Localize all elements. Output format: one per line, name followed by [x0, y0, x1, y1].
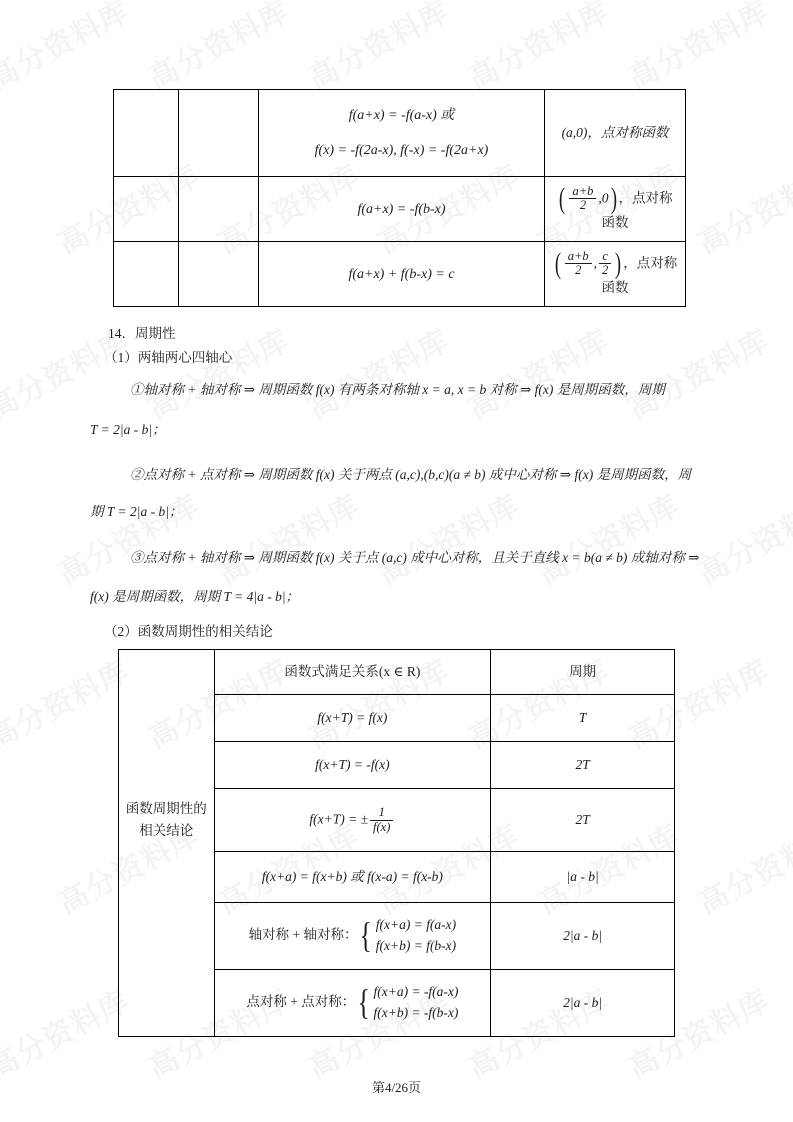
- left-paren: (: [554, 247, 561, 281]
- symmetry-formula-cell: [259, 90, 545, 177]
- period-rowlabel-spacer: [119, 742, 215, 789]
- period-relation-cell: [214, 695, 491, 742]
- fraction-numerator: a+b: [569, 185, 596, 200]
- period-relation-text: f(x+T) = -f(x): [315, 756, 390, 772]
- period-header-period: 周期: [491, 650, 675, 695]
- period-relation-label: 轴对称 + 轴对称：: [248, 927, 358, 943]
- symmetry-formula-line1: f(a+x) + f(b-x) = c: [348, 266, 455, 282]
- symmetry-blank-cell-a: [114, 177, 179, 242]
- period-relation-cell: [214, 742, 491, 789]
- periodicity-table: [118, 649, 675, 1037]
- table-row: [119, 789, 675, 852]
- period-row-label: [119, 789, 215, 852]
- symmetry-formula-line1: f(a+x) = -f(a-x) 或: [348, 108, 455, 123]
- table-row: [119, 852, 675, 903]
- table-row: [119, 695, 675, 742]
- table-row: [119, 970, 675, 1037]
- symmetry-table: [113, 89, 686, 307]
- period-value-text: 2T: [575, 811, 590, 827]
- table-row: [114, 90, 686, 177]
- item-1-line-1: ①轴对称 + 轴对称 ⇒ 周期函数 f(x) 有两条对称轴 x = a, x = b 对称 ⇒ f(x) 是周期函数，周期: [130, 382, 665, 397]
- equation-list: [373, 982, 458, 1024]
- left-brace: {: [357, 982, 370, 1023]
- period-rowlabel-spacer: [119, 903, 215, 970]
- period-value-text: 2T: [575, 756, 590, 772]
- table-row: [114, 242, 686, 307]
- symmetry-result-suffix: ，点对称函数: [601, 189, 673, 231]
- period-value-text: |a - b|: [566, 868, 599, 884]
- item-2-line-1: ②点对称 + 点对称 ⇒ 周期函数 f(x) 关于两点 (a,c),(b,c)(a ≠ b) 成中心对称 ⇒ f(x) 是周期函数，周: [130, 467, 692, 482]
- page-footer: 第4/26页: [371, 1080, 422, 1095]
- period-relation-label: 点对称 + 点对称：: [246, 994, 356, 1010]
- symmetry-blank-cell-a: [114, 90, 179, 177]
- fraction-denominator: 2: [575, 263, 582, 278]
- period-relation-text: f(x+a) = f(x+b) 或 f(x-a) = f(x-b): [261, 868, 443, 884]
- period-relation-text: f(x+T) = f(x): [317, 709, 388, 725]
- item-3-line-1: ③点对称 + 轴对称 ⇒ 周期函数 f(x) 关于点 (a,c) 成中心对称，且关于直线 x = b(a ≠ b) 成轴对称 ⇒: [130, 550, 700, 565]
- fraction-numerator: a+b: [565, 250, 592, 265]
- table-row: [119, 903, 675, 970]
- period-relation-cell: [214, 789, 491, 852]
- period-relation-cell: [214, 852, 491, 903]
- period-rowlabel-spacer: [119, 852, 215, 903]
- symmetry-blank-cell-b: [179, 177, 259, 242]
- period-value-text: T: [578, 709, 587, 725]
- period-value-cell: [491, 852, 675, 903]
- symmetry-blank-cell-b: [179, 242, 259, 307]
- period-value-cell: [491, 970, 675, 1037]
- symmetry-result-cell: [545, 242, 686, 307]
- equation-system: [355, 982, 458, 1024]
- period-value-text: 2|a - b|: [563, 927, 603, 943]
- period-rowlabel-spacer: [119, 650, 215, 695]
- spacer: [265, 126, 538, 140]
- period-value-cell: [491, 742, 675, 789]
- left-brace: {: [360, 915, 373, 956]
- equation-list: [376, 915, 456, 957]
- item-1-line-2: T = 2|a - b|；: [90, 422, 166, 437]
- fraction-denominator: 2: [602, 263, 609, 278]
- comma: ,: [593, 254, 598, 270]
- fraction: [569, 185, 596, 214]
- right-paren: ): [615, 247, 622, 281]
- period-value-text: 2|a - b|: [563, 994, 603, 1010]
- left-paren: (: [559, 182, 566, 216]
- symmetry-result-cell: [545, 90, 686, 177]
- period-rowlabel-spacer: [119, 695, 215, 742]
- section-number-title: 14．周期性: [108, 326, 176, 341]
- fraction-2: [599, 250, 611, 279]
- subsection-1-title: （1）两轴两心四轴心: [104, 350, 233, 365]
- fraction: [565, 250, 592, 279]
- symmetry-result-text: (a,0)，点对称函数: [561, 124, 669, 140]
- subsection-2-title: （2）函数周期性的相关结论: [104, 624, 273, 639]
- symmetry-formula-cell: [259, 242, 545, 307]
- period-value-cell: [491, 789, 675, 852]
- symmetry-blank-cell-a: [114, 242, 179, 307]
- system-equation-2: f(x+b) = f(b-x): [375, 938, 457, 953]
- fraction-denominator: 2: [579, 198, 587, 213]
- period-relation-cell: [214, 903, 491, 970]
- symmetry-blank-cell-b: [179, 90, 259, 177]
- item-2-line-2: 期 T = 2|a - b|；: [90, 504, 183, 519]
- fraction-denominator: f(x): [373, 819, 391, 834]
- period-header-relation: 函数式满足关系(x ∈ R): [214, 650, 491, 695]
- system-equation-1: f(x+a) = f(a-x): [375, 917, 457, 933]
- fraction: [370, 806, 393, 835]
- symmetry-formula-line2: f(x) = -f(2a-x), f(-x) = -f(2a+x): [314, 143, 489, 158]
- table-row: [119, 742, 675, 789]
- period-value-cell: [491, 903, 675, 970]
- symmetry-formula-cell: [259, 177, 545, 242]
- symmetry-result-suffix: ，点对称函数: [601, 254, 678, 296]
- item-3-line-2: f(x) 是周期函数，周期 T = 4|a - b|；: [90, 589, 300, 604]
- equation-system: [357, 915, 456, 957]
- table-row: [114, 177, 686, 242]
- table-header-row: [119, 650, 675, 695]
- period-row-label-text: 函数周期性的相关结论: [125, 800, 207, 838]
- period-relation-cell: [214, 970, 491, 1037]
- period-value-cell: [491, 695, 675, 742]
- system-equation-2: f(x+b) = -f(b-x): [373, 1005, 459, 1020]
- system-equation-1: f(x+a) = -f(a-x): [373, 984, 459, 1000]
- symmetry-formula-line1: f(a+x) = -f(b-x): [357, 201, 446, 217]
- symmetry-result-cell: [545, 177, 686, 242]
- fraction-numerator: 1: [370, 806, 393, 821]
- right-paren: ): [610, 182, 617, 216]
- fraction-numerator: c: [599, 250, 611, 265]
- symmetry-result-second: ,0: [598, 189, 609, 205]
- period-relation-prefix: f(x+T) = ±: [309, 811, 369, 827]
- period-rowlabel-spacer: [119, 970, 215, 1037]
